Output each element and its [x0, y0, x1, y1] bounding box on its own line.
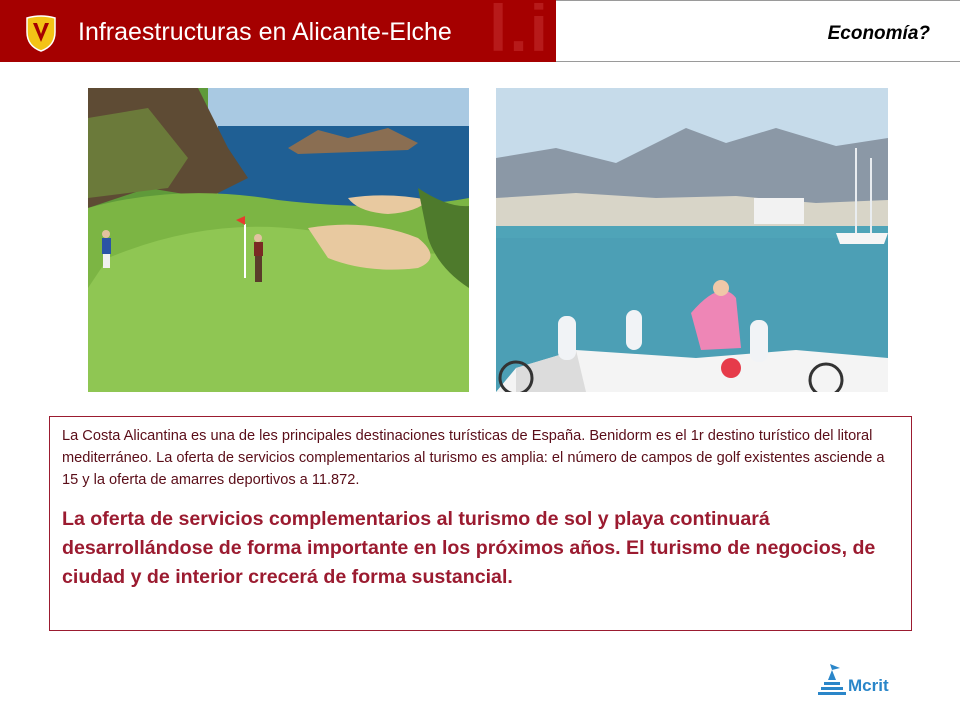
- header-bar: [0, 0, 556, 62]
- shield-v-logo-icon: [24, 14, 58, 52]
- section-label: Economía?: [827, 23, 930, 44]
- header-section-area: [556, 0, 960, 62]
- golf-course-photo: [88, 88, 469, 392]
- highlight-paragraph: La oferta de servicios complementarios al turismo de sol y playa continuará desarrollándose de forma importante en los próximos años. El turismo de negocios, de ciudad y de interior crecerá de forma sustancial.: [62, 508, 876, 588]
- mcrit-logo-text: Mcrit: [848, 676, 889, 695]
- marina-photo: [496, 88, 888, 392]
- intro-paragraph: La Costa Alicantina es una de les principales destinaciones turísticas de España. Benidorm es el 1r destino turístico del litoral mediterráneo. La oferta de servicios complementarios al turismo es amplia: el número de campos de golf existentes asciende a 15 y la oferta de amarres deportivos a 11.872.: [62, 428, 885, 488]
- page-title: Infraestructuras en Alicante-Elche: [78, 18, 452, 46]
- content-box: [49, 416, 912, 631]
- header-watermark: l.i: [488, 0, 550, 62]
